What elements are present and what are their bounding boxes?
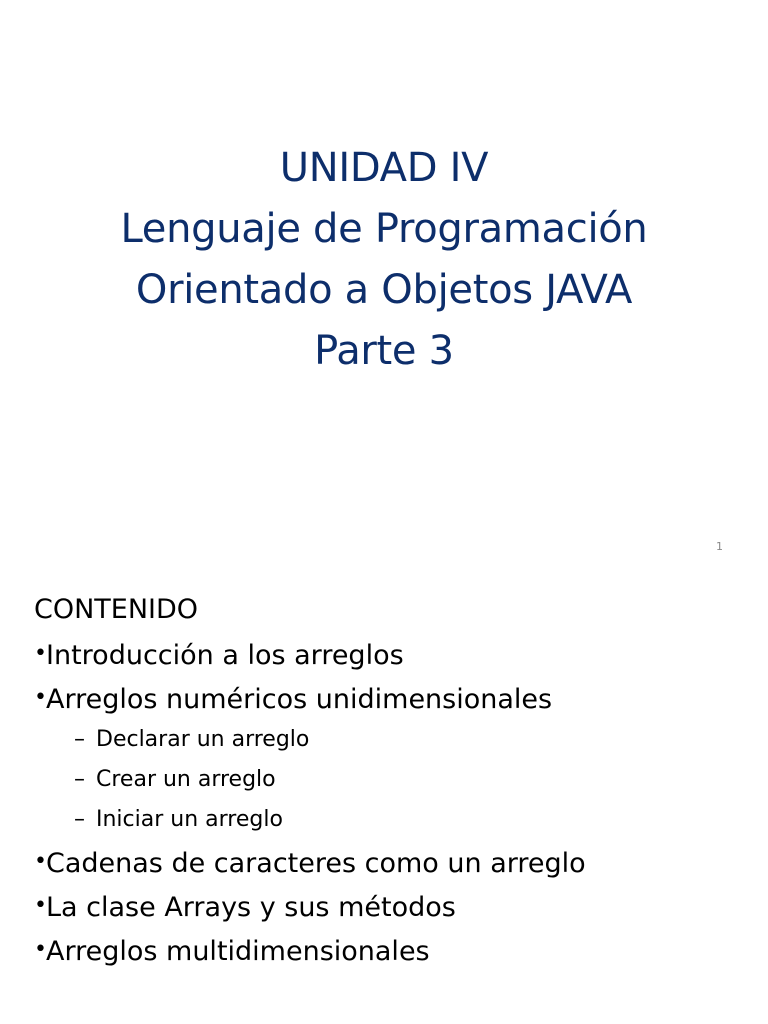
dash-icon: – xyxy=(74,807,85,832)
contents-list xyxy=(34,590,754,972)
page-number: 1 xyxy=(716,540,723,553)
sub-list-item-label: Declarar un arreglo xyxy=(96,727,310,752)
sub-list-item-label: Crear un arreglo xyxy=(96,767,276,792)
sub-list-item xyxy=(74,720,754,760)
contents-slide xyxy=(0,576,768,1024)
bullet-icon: • xyxy=(34,641,47,666)
list-item-label: La clase Arrays y sus métodos xyxy=(46,892,456,923)
title-line-oop-java: Orientado a Objetos JAVA xyxy=(135,267,633,313)
title-line-part: Parte 3 xyxy=(314,328,454,374)
title-line-language: Lenguaje de Programación xyxy=(120,206,648,252)
list-item-label: Arreglos numéricos unidimensionales xyxy=(46,684,553,715)
slide-title xyxy=(0,138,768,382)
bullet-icon: • xyxy=(34,685,47,710)
sub-list-item xyxy=(74,760,754,800)
list-item-label: Cadenas de caracteres como un arreglo xyxy=(46,848,586,879)
title-line-unit: UNIDAD IV xyxy=(279,145,489,191)
list-item xyxy=(34,676,754,720)
bullet-icon: • xyxy=(34,893,47,918)
list-item xyxy=(34,928,754,972)
bullet-icon: • xyxy=(34,849,47,874)
contents-heading: CONTENIDO xyxy=(34,594,199,625)
list-item xyxy=(34,632,754,676)
dash-icon: – xyxy=(74,727,85,752)
list-item xyxy=(34,840,754,884)
list-item-label: Introducción a los arreglos xyxy=(46,640,404,671)
dash-icon: – xyxy=(74,767,85,792)
list-item xyxy=(34,884,754,928)
list-item-label: Arreglos multidimensionales xyxy=(46,936,430,967)
sub-list-item-label: Iniciar un arreglo xyxy=(96,807,283,832)
sub-list-item xyxy=(74,800,754,840)
sub-list xyxy=(34,720,754,840)
bullet-icon: • xyxy=(34,937,47,962)
